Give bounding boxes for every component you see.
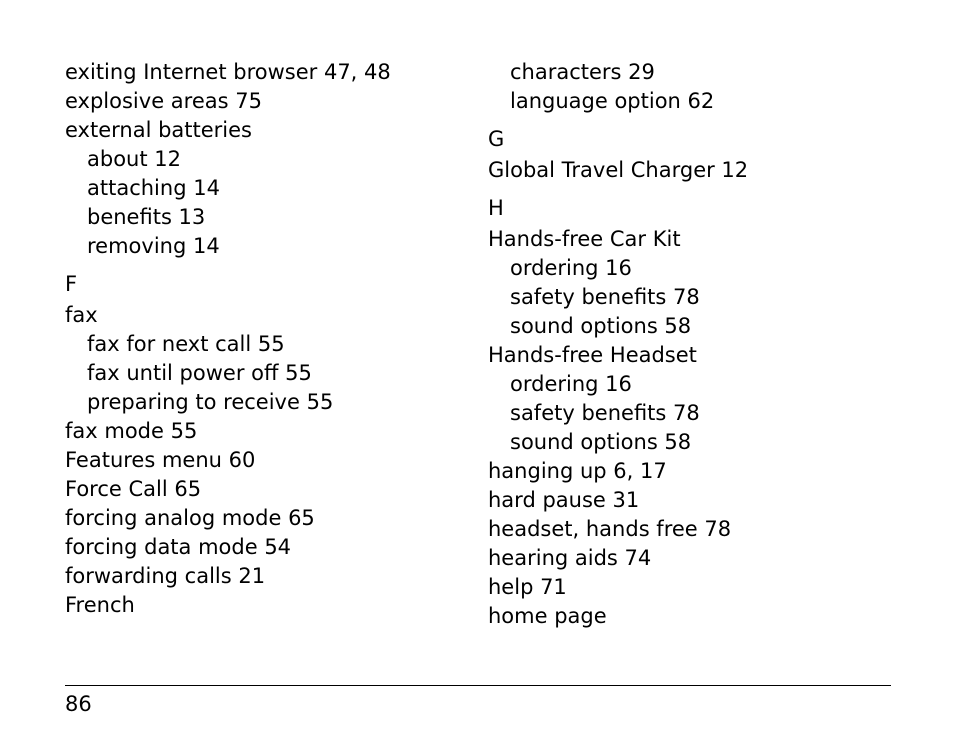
index-section-letter: H [488, 196, 504, 220]
index-subentry: ordering 16 [510, 256, 632, 280]
index-left-column [65, 58, 465, 620]
index-entry: Global Travel Charger 12 [488, 158, 749, 182]
index-subentry: attaching 14 [87, 176, 220, 200]
index-subentry: sound options 58 [510, 314, 692, 338]
index-subentry: preparing to receive 55 [87, 390, 334, 414]
footer-divider [65, 685, 891, 686]
index-section-letter: G [488, 127, 505, 151]
index-entry: Force Call 65 [65, 477, 202, 501]
index-entry: external batteries [65, 118, 253, 142]
index-entry: home page [488, 604, 607, 628]
index-entry: Features menu 60 [65, 448, 256, 472]
index-entry: forcing analog mode 65 [65, 506, 315, 530]
index-entry: forwarding calls 21 [65, 564, 266, 588]
index-subentry: fax for next call 55 [87, 332, 285, 356]
index-section-letter: F [65, 272, 78, 296]
index-entry: exiting Internet browser 47, 48 [65, 60, 391, 84]
index-right-column [488, 58, 908, 631]
index-entry: headset, hands free 78 [488, 517, 732, 541]
index-entry: hanging up 6, 17 [488, 459, 667, 483]
index-entry: fax mode 55 [65, 419, 198, 443]
index-entry: help 71 [488, 575, 567, 599]
index-entry: hard pause 31 [488, 488, 640, 512]
index-entry: French [65, 593, 135, 617]
index-entry: explosive areas 75 [65, 89, 262, 113]
index-subentry: removing 14 [87, 234, 220, 258]
index-subentry: benefits 13 [87, 205, 206, 229]
index-subentry: safety benefits 78 [510, 285, 700, 309]
index-entry: forcing data mode 54 [65, 535, 292, 559]
index-subentry: ordering 16 [510, 372, 632, 396]
index-subentry: about 12 [87, 147, 181, 171]
index-subentry: language option 62 [510, 89, 715, 113]
index-entry: fax [65, 303, 98, 327]
page-number: 86 [65, 692, 92, 716]
index-subentry: safety benefits 78 [510, 401, 700, 425]
index-entry: Hands-free Car Kit [488, 227, 681, 251]
index-entry: Hands-free Headset [488, 343, 697, 367]
index-subentry: characters 29 [510, 60, 655, 84]
index-entry: hearing aids 74 [488, 546, 652, 570]
index-subentry: sound options 58 [510, 430, 692, 454]
index-subentry: fax until power off 55 [87, 361, 312, 385]
